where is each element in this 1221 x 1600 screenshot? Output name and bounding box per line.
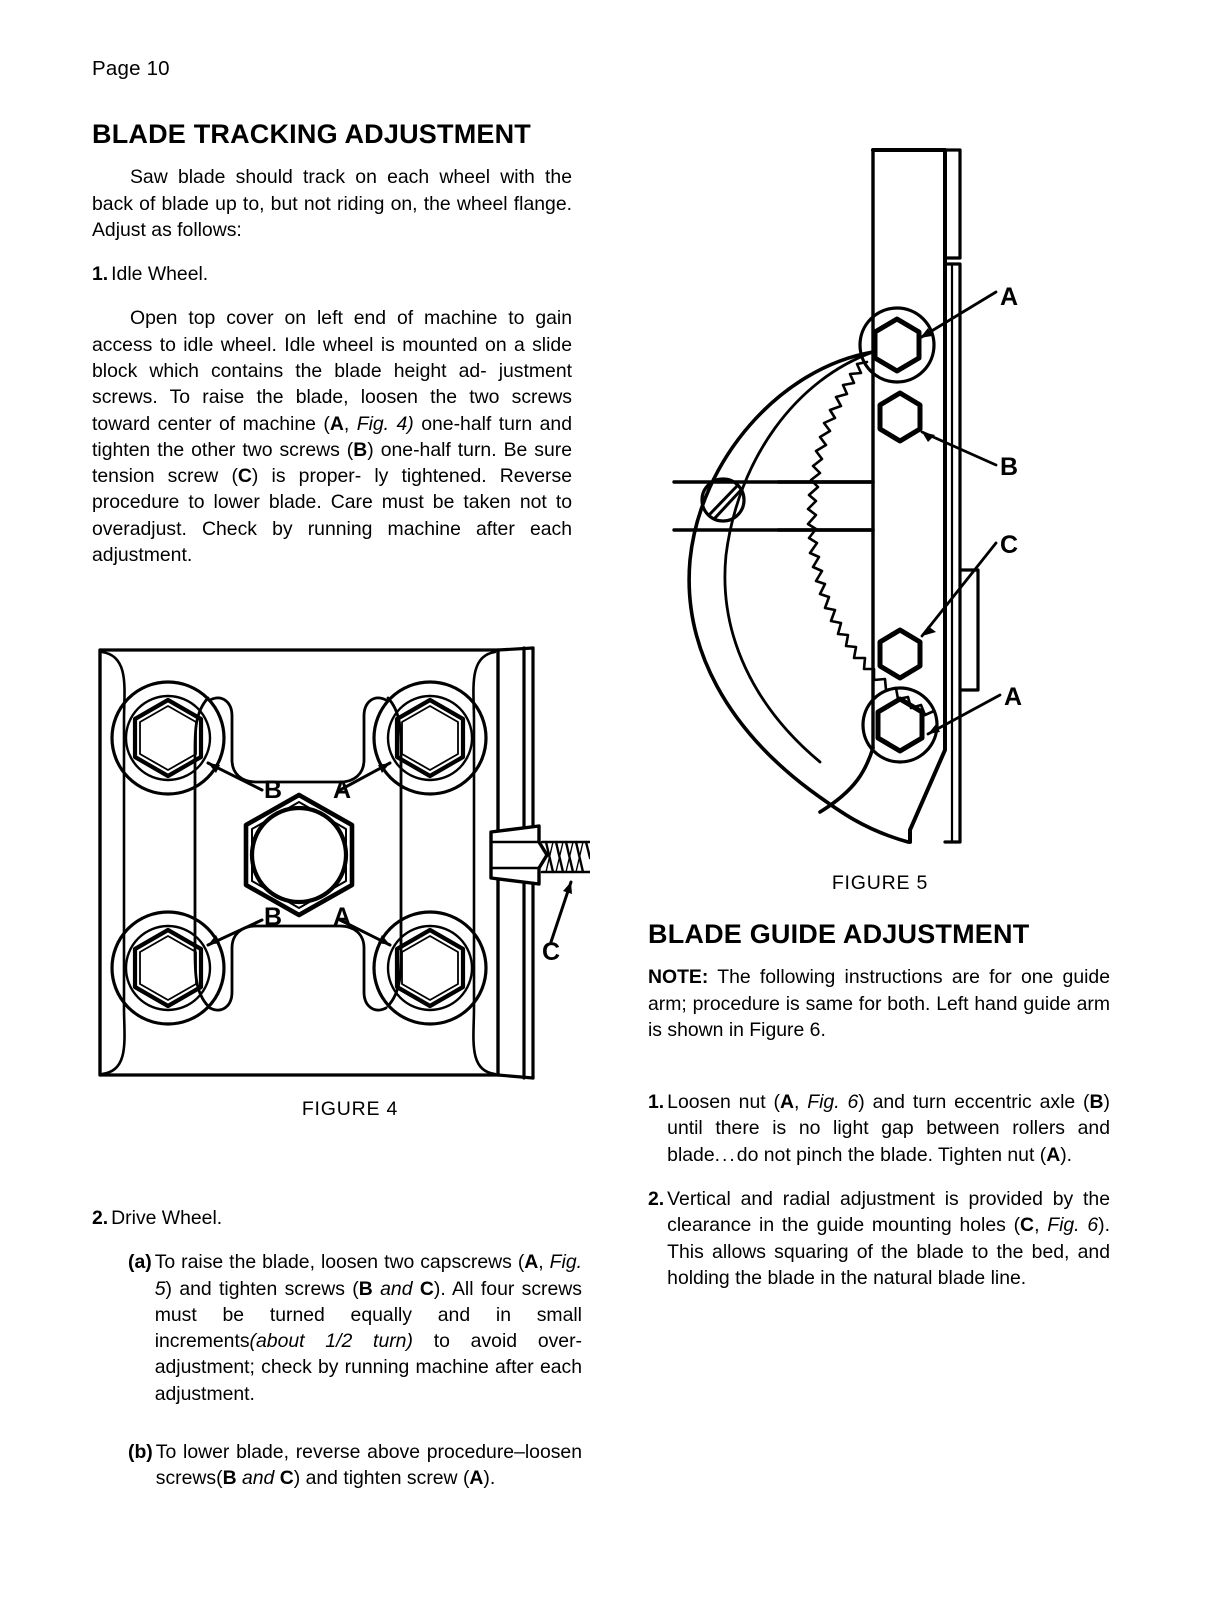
page-title-blade-guide: BLADE GUIDE ADJUSTMENT (648, 919, 1030, 949)
right-column (648, 920, 1110, 1309)
figure4-callout-a-top: A (333, 776, 352, 804)
figure5-callout-b-upper: B (1000, 453, 1019, 481)
idle-wheel-paragraph: Open top cover on left end of machine to gain access to idle wheel. Idle wheel is mounted on a slide block which contains the blade height ad- justment screws. To raise the blade, loosen the two screws toward center of machine (A, Fig. 4) one-half turn and tighten the other two screws (B) one-half turn. Be sure tension screw (C) is proper- ly tightened. Reverse procedure to lower blade. Care must be taken not to overadjust. Check by running machine after each adjustment. (92, 307, 572, 566)
list-marker: 2. (92, 1207, 109, 1229)
list-item-guide-2 (648, 1186, 1110, 1291)
figure5-callout-c-lower: C (1000, 531, 1019, 559)
left-column-lower (92, 1205, 582, 1510)
figure-5-caption: FIGURE 5 (831, 872, 929, 894)
intro-paragraph: Saw blade should track on each wheel with the back of blade up to, but not riding on, the wheel flange. Adjust as follows: (92, 166, 572, 241)
list-item-drive-wheel (92, 1205, 582, 1231)
page-title-blade-tracking: BLADE TRACKING ADJUSTMENT (92, 119, 531, 149)
list-item-title: Drive Wheel. (111, 1207, 223, 1229)
figure-4-caption: FIGURE 4 (301, 1098, 399, 1120)
figure-4-drawing (90, 620, 590, 1100)
figure5-callout-a-upper: A (1000, 283, 1019, 311)
list-item-idle-wheel (92, 261, 572, 287)
list-item-guide-1 (648, 1089, 1110, 1168)
left-column-upper (92, 120, 572, 586)
figure4-callout-b-bottom: B (264, 903, 283, 931)
list-marker: (a) (128, 1251, 152, 1274)
figure4-callout-c: C (542, 938, 561, 966)
figure-5-drawing (660, 130, 1060, 860)
list-item-text: Vertical and radial adjustment is provided by the clearance in the guide mounting holes (C, Fig. 6). This allows squaring of the blade to the bed, and holding the blade in the natural blade line. (667, 1188, 1111, 1289)
figure4-callout-a-bottom: A (333, 903, 352, 931)
list-item-text: To raise the blade, loosen two capscrews (A, Fig. 5) and tighten screws (B and C). All four screws must be turned equally and in small increments(about 1/2 turn) to avoid over-adjustment; check by running machine after each adjustment. (154, 1251, 582, 1405)
list-item-drive-a (128, 1249, 582, 1407)
list-item-text: To lower blade, reverse above procedure–loosen screws(B and C) and tighten screw (A). (155, 1440, 582, 1490)
note-label: NOTE: (648, 966, 709, 989)
list-item-title: Idle Wheel. (111, 263, 209, 286)
figure4-callout-b-top: B (264, 776, 283, 804)
list-marker: 1. (92, 263, 109, 286)
page-number: Page 10 (92, 57, 170, 80)
figure5-callout-a-lower: A (1004, 683, 1023, 711)
list-item-text: Loosen nut (A, Fig. 6) and turn eccentric axle (B) until there is no light gap between rollers and blade...do not pinch the blade. Tighten nut (A). (667, 1091, 1111, 1166)
list-marker: (b) (128, 1440, 153, 1463)
note-paragraph (648, 964, 1110, 1043)
list-item-drive-b (128, 1439, 582, 1492)
list-marker: 2. (648, 1188, 665, 1211)
list-marker: 1. (648, 1091, 665, 1114)
note-text: The following instructions are for one guide arm; procedure is same for both. Left hand guide arm is shown in Figure 6. (648, 966, 1110, 1041)
drive-wheel-sublist (128, 1249, 582, 1491)
